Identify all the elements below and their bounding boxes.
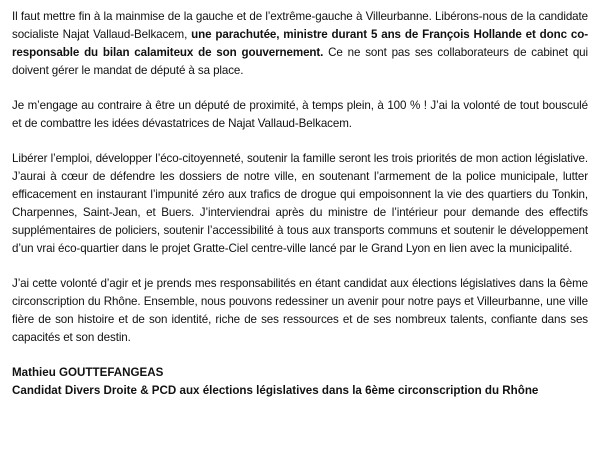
paragraph-3	[12, 150, 588, 258]
signature-block	[12, 364, 588, 400]
paragraph-1	[12, 8, 588, 80]
signature-name: Mathieu GOUTTEFANGEAS	[12, 366, 164, 379]
paragraph-1-segment-2-bold: une parachutée, ministre durant 5 ans de François Hollande et donc co-responsable du bilan calamiteux de son gouvernement.	[12, 28, 588, 59]
signature-title: Candidat Divers Droite & PCD aux élections législatives dans la 6ème circonscription du Rhône	[12, 384, 539, 397]
paragraph-4-segment-1: J’ai cette volonté d’agir et je prends mes responsabilités en étant candidat aux élections législatives dans la 6ème circonscription du Rhône. Ensemble, nous pouvons redessiner un avenir pour notre pays et Villeurbanne, une ville fière de son histoire et de son identité, riche de ses ressources et de ses nombreux talents, confiante dans ses capacités et son destin.	[12, 277, 588, 344]
paragraph-2-segment-1: Je m’engage au contraire à être un député de proximité, à temps plein, à 100 % ! J’ai la volonté de tout bousculé et de combattre les idées dévastatrices de Najat Vallaud-Belkacem.	[12, 99, 588, 130]
paragraph-2	[12, 97, 588, 133]
paragraph-4	[12, 275, 588, 347]
document-body	[12, 8, 588, 347]
paragraph-1-segment-3: Ce ne sont pas ses collaborateurs de cabinet qui doivent gérer le mandat de député à sa place.	[12, 46, 588, 77]
paragraph-3-segment-1: Libérer l’emploi, développer l’éco-citoyenneté, soutenir la famille seront les trois priorités de mon action législative. J’aurai à cœur de défendre les dossiers de notre ville, en soutenant l’armement de la police municipale, lutter efficacement en instaurant l’impunité zéro aux trafics de drogue qui empoisonnent la vie des quartiers du Tonkin, Charpennes, Saint-Jean, et Buers. J’interviendrai après du ministre de l’intérieur pour demande des effectifs supplémentaires de policiers, soutenir l’accessibilité à tous aux transports communs et soutenir le développement d’un vrai éco-quartier dans le projet Gratte-Ciel centre-ville lancé par le Grand Lyon en lien avec la municipalité.	[12, 152, 588, 255]
paragraph-1-segment-1: Il faut mettre fin à la mainmise de la gauche et de l’extrême-gauche à Villeurbanne. Libérons-nous de la candidate socialiste Najat Vallaud-Belkacem,	[12, 10, 588, 41]
